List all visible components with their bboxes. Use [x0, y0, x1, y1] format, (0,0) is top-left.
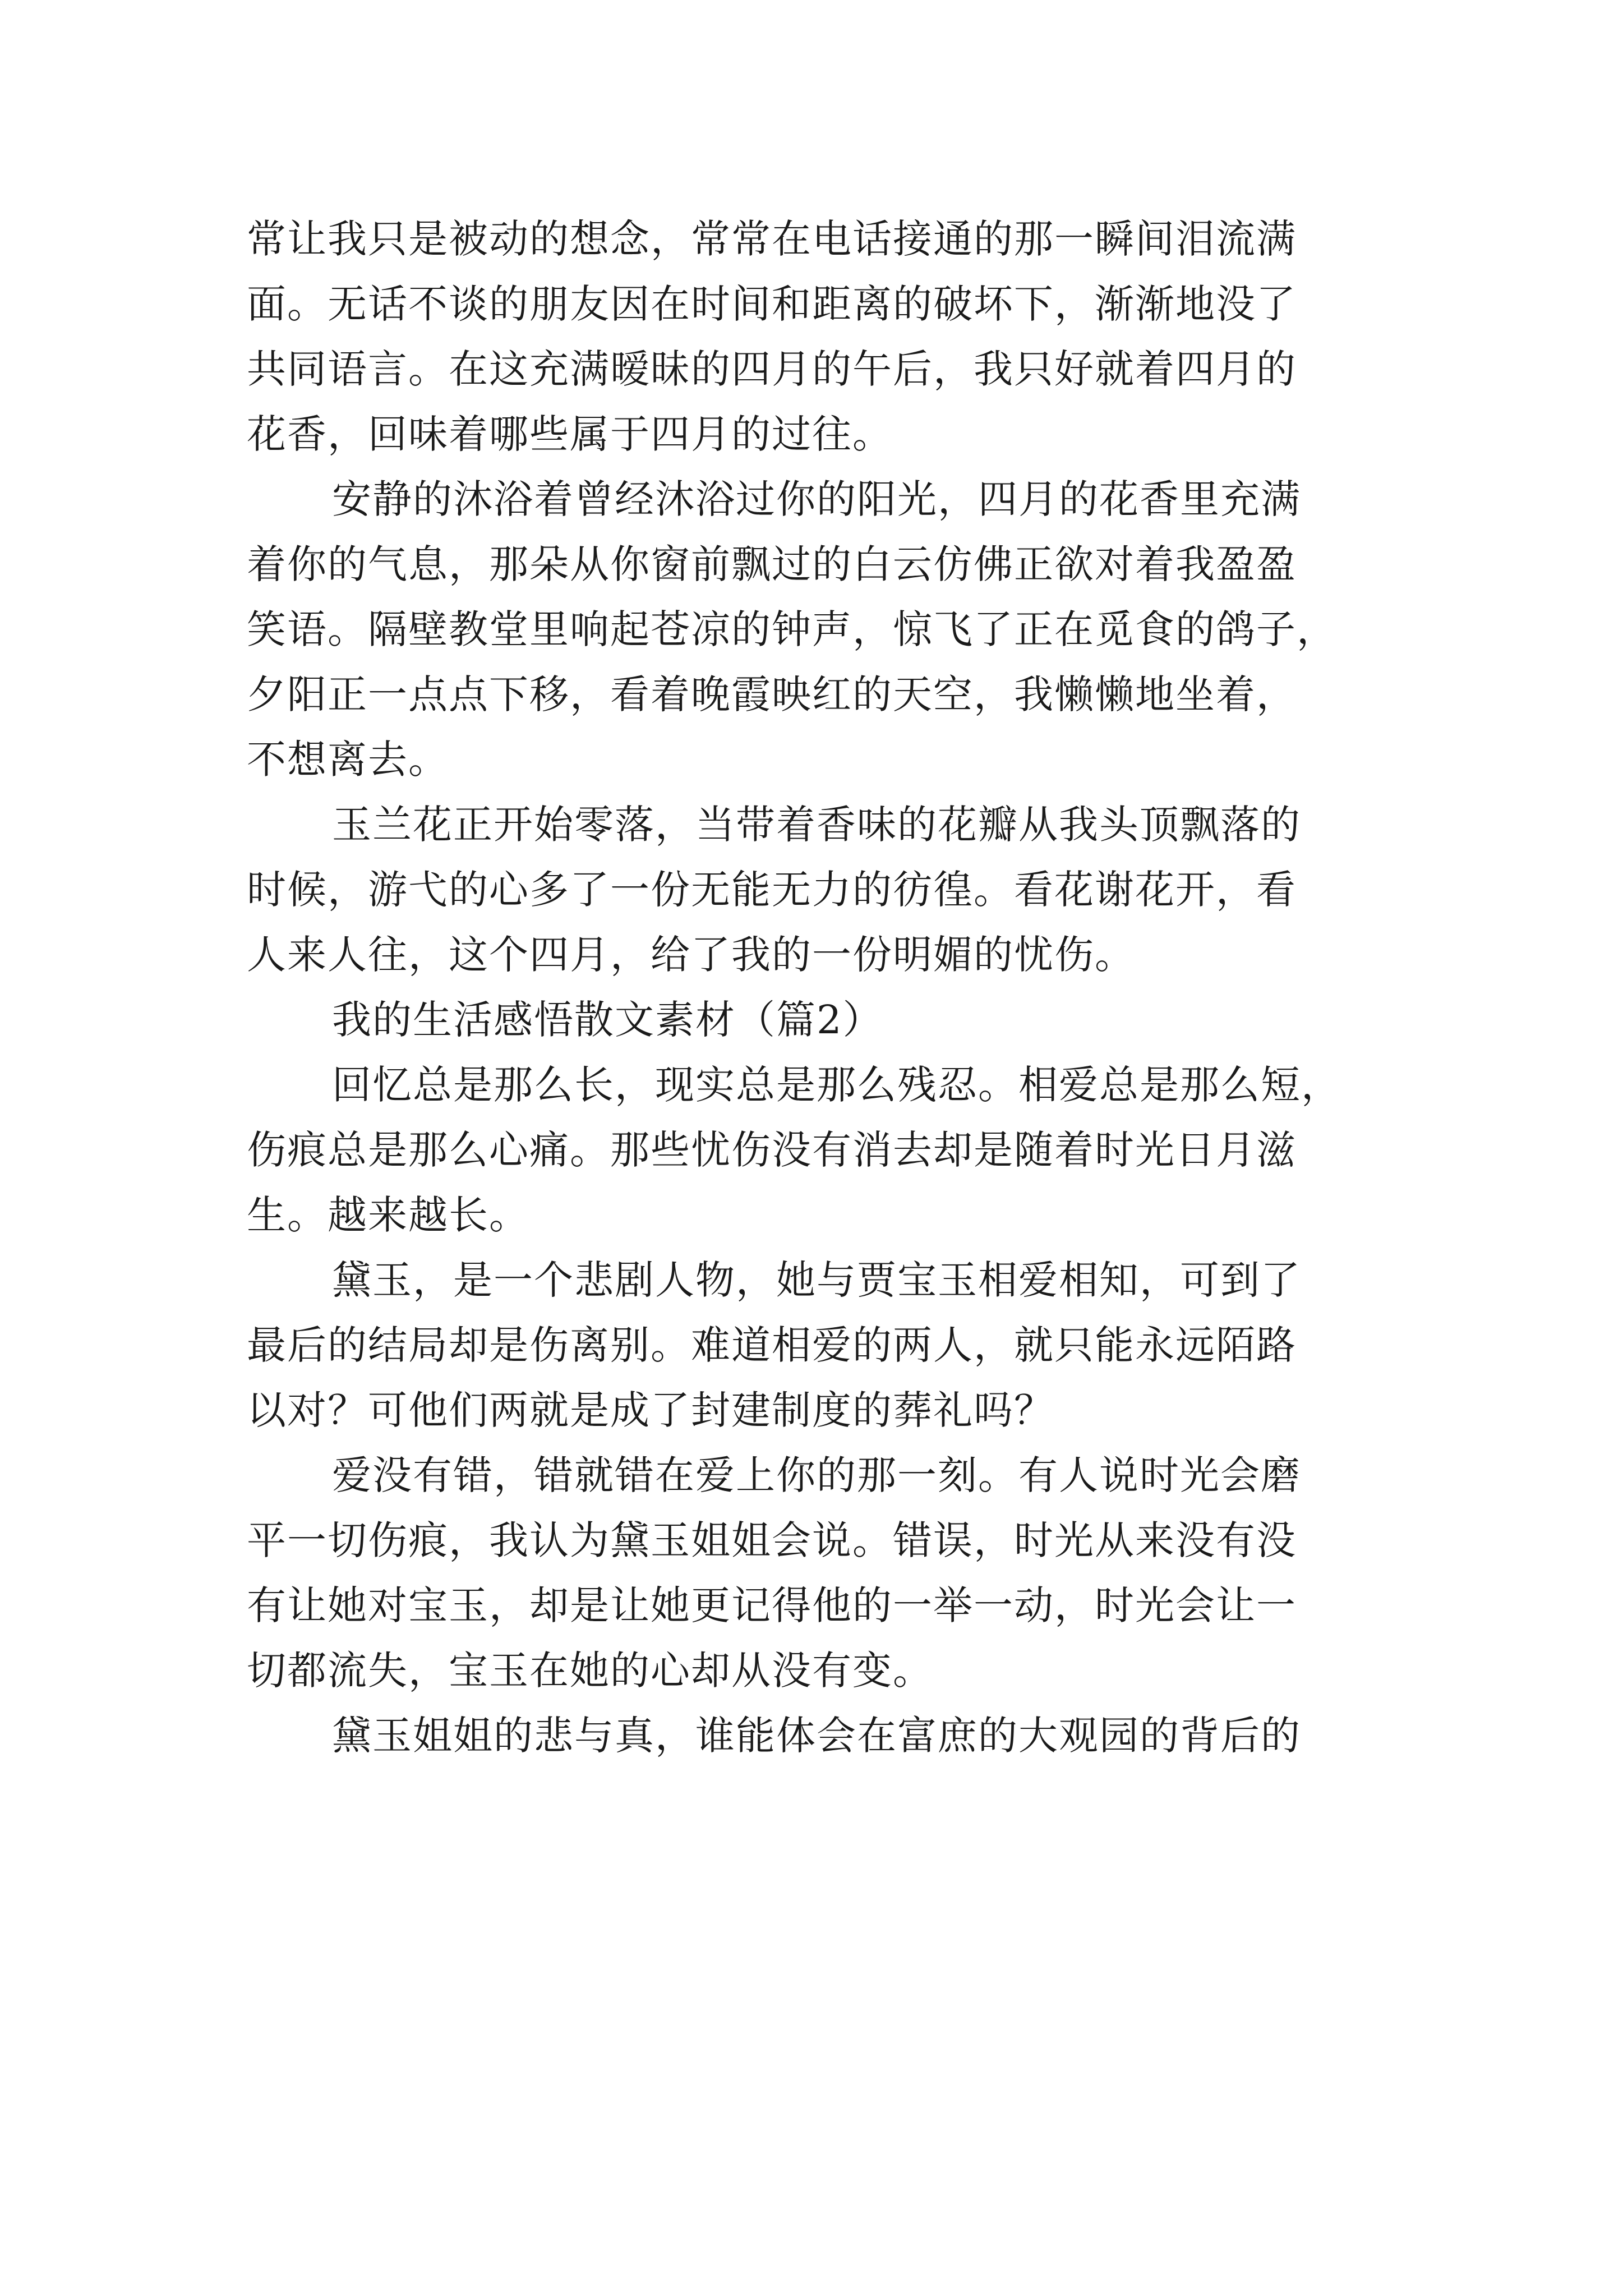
- text-line: 切都流失，宝玉在她的心却从没有变。: [247, 1648, 933, 1694]
- text-line: 共同语言。在这充满暧昧的四月的午后，我只好就着四月的: [247, 346, 1297, 392]
- paragraph: [247, 792, 1385, 987]
- paragraph: [247, 1248, 1385, 1443]
- text-line: 生。越来越长。: [247, 1192, 529, 1238]
- text-line: 常让我只是被动的想念，常常在电话接通的那一瞬间泪流满: [247, 216, 1297, 262]
- text-line: 黛玉，是一个悲剧人物，她与贾宝玉相爱相知，可到了: [332, 1257, 1301, 1303]
- text-line: 有让她对宝玉，却是让她更记得他的一举一动，时光会让一: [247, 1582, 1297, 1628]
- paragraph: [247, 1703, 1385, 1768]
- text-line: 花香，回味着哪些属于四月的过往。: [247, 411, 893, 457]
- text-line: 夕阳正一点点下移，看着晚霞映红的天空，我懒懒地坐着，: [247, 671, 1297, 717]
- text-line: 平一切伤痕，我认为黛玉姐姐会说。错误，时光从来没有没: [247, 1517, 1297, 1563]
- text-line: 以对？可他们两就是成了封建制度的葬礼吗？: [247, 1387, 1054, 1433]
- text-line: 面。无话不谈的朋友因在时间和距离的破坏下，渐渐地没了: [247, 281, 1297, 327]
- text-line: 玉兰花正开始零落，当带着香味的花瓣从我头顶飘落的: [332, 802, 1301, 848]
- text-line: 笑语。隔壁教堂里响起苍凉的钟声，惊飞了正在觅食的鸽子，: [247, 606, 1337, 652]
- text-line: 着你的气息，那朵从你窗前飘过的白云仿佛正欲对着我盈盈: [247, 541, 1297, 587]
- text-line: 我的生活感悟散文素材（篇2）: [332, 997, 883, 1043]
- paragraph: [247, 467, 1385, 792]
- text-line: 不想离去。: [247, 737, 449, 783]
- text-line: 时候，游弋的心多了一份无能无力的彷徨。看花谢花开，看: [247, 867, 1297, 913]
- paragraph: [247, 1052, 1385, 1248]
- text-line: 伤痕总是那么心痛。那些忧伤没有消去却是随着时光日月滋: [247, 1127, 1297, 1173]
- article-body: [247, 206, 1385, 1768]
- text-line: 最后的结局却是伤离别。难道相爱的两人，就只能永远陌路: [247, 1322, 1297, 1368]
- paragraph: [247, 1443, 1385, 1703]
- text-line: 黛玉姐姐的悲与真，谁能体会在富庶的大观园的背后的: [332, 1713, 1301, 1759]
- text-line: 安静的沐浴着曾经沐浴过你的阳光，四月的花香里充满: [332, 476, 1301, 522]
- paragraph: [247, 206, 1385, 467]
- text-line: 爱没有错，错就错在爱上你的那一刻。有人说时光会磨: [332, 1452, 1301, 1498]
- text-line: 回忆总是那么长，现实总是那么残忍。相爱总是那么短，: [332, 1062, 1341, 1108]
- text-line: 人来人往，这个四月，给了我的一份明媚的忧伤。: [247, 932, 1135, 978]
- paragraph: [247, 987, 1385, 1052]
